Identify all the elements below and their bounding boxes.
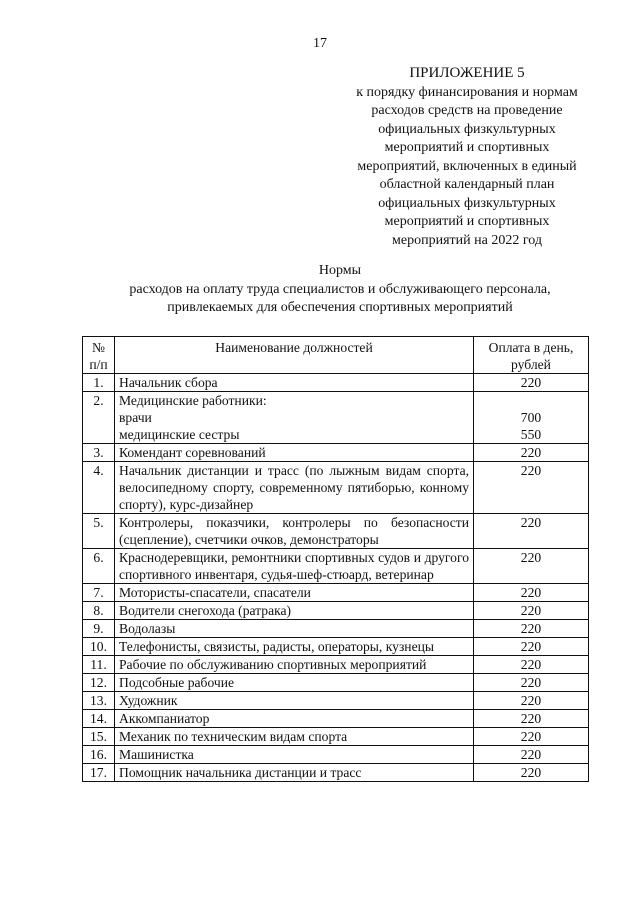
table-row [83, 674, 589, 692]
row-number: 17. [83, 764, 115, 782]
table-row [83, 374, 589, 392]
header-position: Наименование должностей [115, 337, 474, 374]
appendix-line: мероприятий, включенных в единый [357, 158, 577, 174]
table-row [83, 764, 589, 782]
appendix-line: к порядку финансирования и нормам [356, 84, 578, 100]
row-number: 10. [83, 638, 115, 656]
appendix-line: мероприятий и спортивных [384, 140, 550, 155]
row-position: Подсобные рабочие [115, 674, 474, 692]
table-row [83, 656, 589, 674]
row-position: Водолазы [115, 620, 474, 638]
row-pay-sub: 700 [520, 410, 542, 425]
header-number: № п/п [83, 337, 115, 374]
table-row [83, 746, 589, 764]
row-position: Художник [115, 692, 474, 710]
header-pay: Оплата в день, рублей [474, 337, 589, 374]
row-number: 16. [83, 746, 115, 764]
table-row [83, 638, 589, 656]
row-position: Механик по техническим видам спорта [115, 728, 474, 746]
row-pay: 220 [474, 514, 589, 549]
row-pay: 220 [474, 746, 589, 764]
row-pay: 220 [474, 549, 589, 584]
row-number: 2. [83, 392, 115, 444]
norms-table [82, 336, 589, 782]
row-pay: 220 [474, 674, 589, 692]
row-position: Комендант соревнований [115, 444, 474, 462]
row-position: Краснодеревщики, ремонтники спортивных судов и другого спортивного инвентаря, судья-шеф-стюард, ветеринар [115, 549, 474, 584]
row-position: Машинистка [115, 746, 474, 764]
row-pay [474, 392, 589, 444]
row-number: 11. [83, 656, 115, 674]
appendix-line: официальных физкультурных [378, 195, 556, 211]
row-pay: 220 [474, 656, 589, 674]
row-position: Мотористы-спасатели, спасатели [115, 584, 474, 602]
row-pay: 220 [474, 444, 589, 462]
row-position-sub: врачи [119, 410, 152, 425]
row-number: 8. [83, 602, 115, 620]
row-pay: 220 [474, 692, 589, 710]
row-position: Рабочие по обслуживанию спортивных мероприятий [115, 656, 474, 674]
page-number: 17 [313, 36, 327, 51]
appendix-line: расходов средств на проведение [371, 103, 563, 118]
row-number: 15. [83, 728, 115, 746]
row-number: 14. [83, 710, 115, 728]
table-row [83, 692, 589, 710]
row-number: 5. [83, 514, 115, 549]
row-number: 1. [83, 374, 115, 392]
row-number: 9. [83, 620, 115, 638]
table-header-row [83, 337, 589, 374]
row-pay: 220 [474, 584, 589, 602]
table-row [83, 392, 589, 444]
row-number: 7. [83, 584, 115, 602]
appendix-line: областной календарный план [379, 177, 555, 192]
appendix-line: мероприятий и спортивных [384, 214, 550, 229]
row-number: 12. [83, 674, 115, 692]
table-row [83, 462, 589, 514]
table-row [83, 444, 589, 462]
row-position: Контролеры, показчики, контролеры по безопасности (сцепление), счетчики очков, демонстраторы [115, 514, 474, 549]
table-row [83, 728, 589, 746]
row-position: Начальник дистанции и трасс (по лыжным видам спорта, велосипедному спорту, современному пятиборью, конному спорту), курс-дизайнер [115, 462, 474, 514]
row-pay: 220 [474, 602, 589, 620]
row-number: 13. [83, 692, 115, 710]
row-position: Начальник сбора [115, 374, 474, 392]
row-position-sub: медицинские сестры [119, 427, 240, 442]
table-row [83, 549, 589, 584]
row-number: 4. [83, 462, 115, 514]
appendix-block [336, 64, 598, 250]
document-heading [60, 262, 620, 318]
table-row [83, 514, 589, 549]
heading-title: Нормы [318, 263, 362, 278]
row-pay: 220 [474, 638, 589, 656]
row-pay: 220 [474, 462, 589, 514]
heading-line: привлекаемых для обеспечения спортивных мероприятий [167, 300, 513, 315]
appendix-title: ПРИЛОЖЕНИЕ 5 [409, 65, 525, 81]
appendix-line: мероприятий на 2022 год [392, 232, 542, 248]
row-pay-sub: 550 [520, 427, 542, 442]
row-pay: 220 [474, 620, 589, 638]
row-position-group: Медицинские работники: [119, 393, 267, 408]
row-pay: 220 [474, 374, 589, 392]
row-position: Помощник начальника дистанции и трасс [115, 764, 474, 782]
table-row [83, 602, 589, 620]
row-number: 6. [83, 549, 115, 584]
row-pay: 220 [474, 764, 589, 782]
table-row [83, 584, 589, 602]
row-pay: 220 [474, 710, 589, 728]
table-row [83, 710, 589, 728]
appendix-line: официальных физкультурных [378, 121, 556, 137]
row-position: Водители снегохода (ратрака) [115, 602, 474, 620]
table-row [83, 620, 589, 638]
row-position: Телефонисты, связисты, радисты, операторы, кузнецы [115, 638, 474, 656]
row-position [115, 392, 474, 444]
row-number: 3. [83, 444, 115, 462]
row-pay: 220 [474, 728, 589, 746]
row-position: Аккомпаниатор [115, 710, 474, 728]
heading-line: расходов на оплату труда специалистов и обслуживающего персонала, [129, 281, 551, 297]
